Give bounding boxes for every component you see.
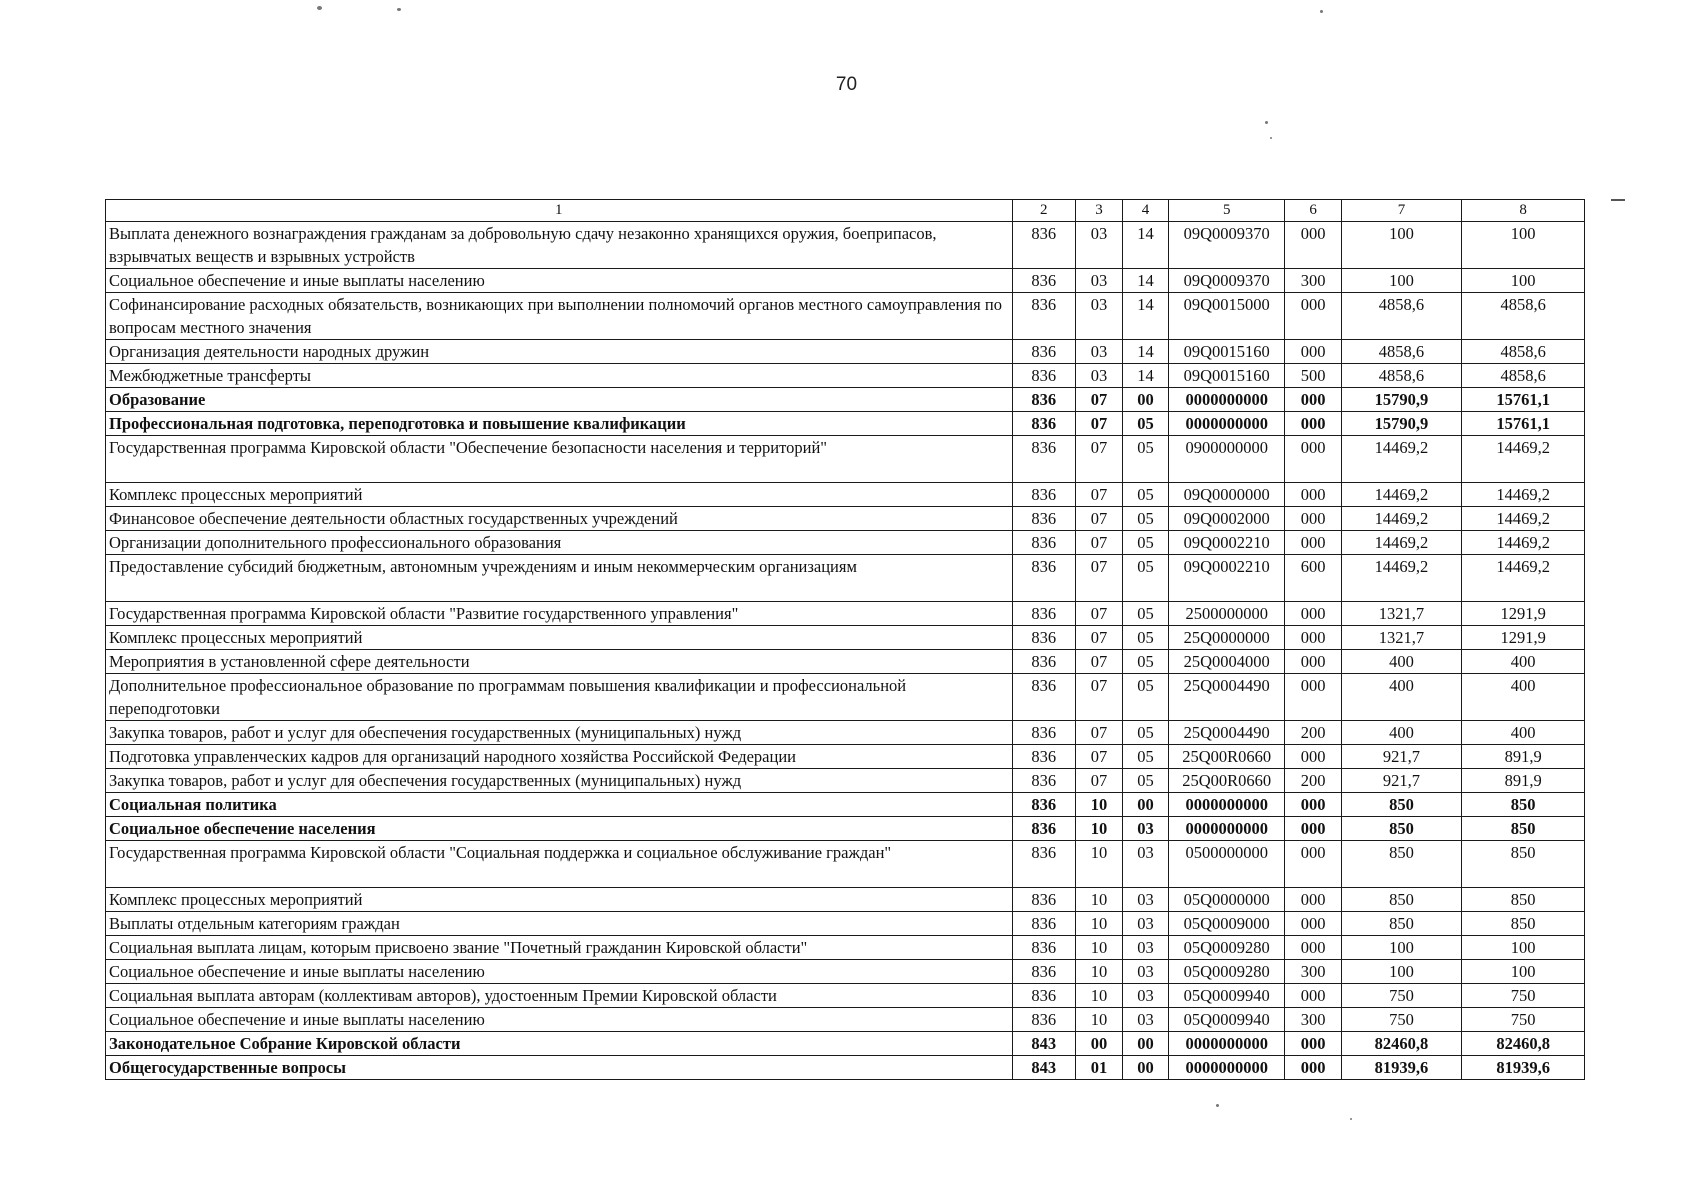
cell-c4: 03 (1122, 984, 1168, 1008)
cell-c4: 05 (1122, 507, 1168, 531)
cell-c2: 836 (1012, 650, 1075, 674)
cell-c3: 03 (1075, 293, 1122, 340)
cell-c7: 750 (1341, 1008, 1462, 1032)
cell-c4: 03 (1122, 912, 1168, 936)
cell-c4: 05 (1122, 650, 1168, 674)
cell-c6: 000 (1285, 340, 1341, 364)
row-name-cell: Комплекс процессных мероприятий (106, 483, 1013, 507)
cell-c8: 14469,2 (1462, 483, 1585, 507)
cell-c8: 4858,6 (1462, 340, 1585, 364)
table-row (106, 340, 1585, 364)
table-row (106, 388, 1585, 412)
cell-c4: 05 (1122, 412, 1168, 436)
cell-c7: 850 (1341, 841, 1462, 888)
cell-c2: 843 (1012, 1032, 1075, 1056)
cell-c4: 14 (1122, 340, 1168, 364)
table-row (106, 793, 1585, 817)
header-col-1: 1 (106, 200, 1013, 222)
cell-c6: 000 (1285, 507, 1341, 531)
cell-c5: 09Q0000000 (1168, 483, 1285, 507)
cell-c5: 0000000000 (1168, 412, 1285, 436)
row-name-cell: Финансовое обеспечение деятельности областных государственных учреждений (106, 507, 1013, 531)
cell-c6: 000 (1285, 293, 1341, 340)
table-row (106, 769, 1585, 793)
cell-c8: 4858,6 (1462, 293, 1585, 340)
cell-c5: 05Q0000000 (1168, 888, 1285, 912)
cell-c2: 836 (1012, 222, 1075, 269)
cell-c4: 05 (1122, 745, 1168, 769)
scan-speck (317, 6, 322, 10)
cell-c7: 100 (1341, 222, 1462, 269)
cell-c2: 843 (1012, 1056, 1075, 1080)
table-row (106, 269, 1585, 293)
row-name-cell: Государственная программа Кировской области "Социальная поддержка и социальное обслуживание граждан" (106, 841, 1013, 888)
header-col-7: 7 (1341, 200, 1462, 222)
row-name-cell: Социальная выплата авторам (коллективам авторов), удостоенным Премии Кировской области (106, 984, 1013, 1008)
cell-c4: 05 (1122, 674, 1168, 721)
table-row (106, 412, 1585, 436)
row-name-cell: Организация деятельности народных дружин (106, 340, 1013, 364)
cell-c6: 000 (1285, 912, 1341, 936)
cell-c8: 400 (1462, 674, 1585, 721)
cell-c7: 4858,6 (1341, 364, 1462, 388)
cell-c8: 750 (1462, 984, 1585, 1008)
cell-c2: 836 (1012, 507, 1075, 531)
scan-speck (1270, 137, 1272, 139)
row-name-cell: Закупка товаров, работ и услуг для обеспечения государственных (муниципальных) нужд (106, 721, 1013, 745)
header-col-4: 4 (1122, 200, 1168, 222)
table-row (106, 1008, 1585, 1032)
table-row (106, 364, 1585, 388)
cell-c8: 850 (1462, 888, 1585, 912)
row-name-cell: Межбюджетные трансферты (106, 364, 1013, 388)
cell-c7: 400 (1341, 721, 1462, 745)
cell-c8: 15761,1 (1462, 388, 1585, 412)
cell-c4: 03 (1122, 936, 1168, 960)
cell-c8: 850 (1462, 912, 1585, 936)
cell-c5: 05Q0009280 (1168, 960, 1285, 984)
cell-c3: 07 (1075, 388, 1122, 412)
cell-c3: 07 (1075, 483, 1122, 507)
cell-c2: 836 (1012, 388, 1075, 412)
cell-c3: 03 (1075, 340, 1122, 364)
cell-c2: 836 (1012, 960, 1075, 984)
cell-c2: 836 (1012, 293, 1075, 340)
row-name-cell: Предоставление субсидий бюджетным, автономным учреждениям и иным некоммерческим организациям (106, 555, 1013, 602)
cell-c8: 14469,2 (1462, 436, 1585, 483)
cell-c3: 03 (1075, 222, 1122, 269)
cell-c8: 1291,9 (1462, 602, 1585, 626)
cell-c6: 000 (1285, 888, 1341, 912)
cell-c3: 07 (1075, 745, 1122, 769)
cell-c5: 05Q0009000 (1168, 912, 1285, 936)
cell-c8: 14469,2 (1462, 555, 1585, 602)
scan-speck (1350, 1118, 1352, 1120)
cell-c6: 200 (1285, 769, 1341, 793)
cell-c4: 00 (1122, 1032, 1168, 1056)
row-name-cell: Профессиональная подготовка, переподготовка и повышение квалификации (106, 412, 1013, 436)
cell-c7: 4858,6 (1341, 293, 1462, 340)
cell-c6: 000 (1285, 936, 1341, 960)
cell-c3: 07 (1075, 531, 1122, 555)
cell-c4: 03 (1122, 960, 1168, 984)
cell-c8: 750 (1462, 1008, 1585, 1032)
budget-table (105, 199, 1585, 1080)
cell-c4: 14 (1122, 269, 1168, 293)
cell-c2: 836 (1012, 531, 1075, 555)
cell-c2: 836 (1012, 269, 1075, 293)
cell-c8: 850 (1462, 841, 1585, 888)
table-row (106, 1032, 1585, 1056)
header-col-3: 3 (1075, 200, 1122, 222)
row-name-cell: Социальная политика (106, 793, 1013, 817)
row-name-cell: Социальная выплата лицам, которым присвоено звание "Почетный гражданин Кировской области" (106, 936, 1013, 960)
cell-c4: 00 (1122, 793, 1168, 817)
cell-c2: 836 (1012, 436, 1075, 483)
cell-c5: 0500000000 (1168, 841, 1285, 888)
cell-c2: 836 (1012, 745, 1075, 769)
cell-c7: 400 (1341, 650, 1462, 674)
cell-c7: 81939,6 (1341, 1056, 1462, 1080)
cell-c4: 05 (1122, 721, 1168, 745)
cell-c6: 000 (1285, 841, 1341, 888)
table-row (106, 436, 1585, 483)
cell-c6: 000 (1285, 412, 1341, 436)
table-row (106, 483, 1585, 507)
cell-c8: 15761,1 (1462, 412, 1585, 436)
row-name-cell: Образование (106, 388, 1013, 412)
cell-c5: 25Q0004490 (1168, 674, 1285, 721)
cell-c2: 836 (1012, 555, 1075, 602)
cell-c4: 00 (1122, 388, 1168, 412)
cell-c8: 100 (1462, 960, 1585, 984)
cell-c4: 05 (1122, 602, 1168, 626)
cell-c2: 836 (1012, 340, 1075, 364)
cell-c5: 0000000000 (1168, 1056, 1285, 1080)
cell-c3: 10 (1075, 984, 1122, 1008)
table-row (106, 721, 1585, 745)
cell-c5: 09Q0015000 (1168, 293, 1285, 340)
row-name-cell: Социальное обеспечение и иные выплаты населению (106, 1008, 1013, 1032)
row-name-cell: Общегосударственные вопросы (106, 1056, 1013, 1080)
cell-c8: 1291,9 (1462, 626, 1585, 650)
cell-c5: 25Q00R0660 (1168, 745, 1285, 769)
cell-c2: 836 (1012, 674, 1075, 721)
cell-c3: 07 (1075, 721, 1122, 745)
cell-c6: 000 (1285, 817, 1341, 841)
cell-c2: 836 (1012, 936, 1075, 960)
cell-c5: 09Q0009370 (1168, 222, 1285, 269)
cell-c8: 891,9 (1462, 745, 1585, 769)
cell-c6: 300 (1285, 269, 1341, 293)
cell-c8: 100 (1462, 936, 1585, 960)
cell-c8: 14469,2 (1462, 507, 1585, 531)
cell-c2: 836 (1012, 483, 1075, 507)
cell-c7: 14469,2 (1341, 507, 1462, 531)
cell-c7: 14469,2 (1341, 436, 1462, 483)
table-row (106, 507, 1585, 531)
cell-c5: 25Q00R0660 (1168, 769, 1285, 793)
cell-c7: 14469,2 (1341, 483, 1462, 507)
cell-c8: 100 (1462, 222, 1585, 269)
table-row (106, 222, 1585, 269)
cell-c4: 14 (1122, 222, 1168, 269)
cell-c2: 836 (1012, 817, 1075, 841)
row-name-cell: Мероприятия в установленной сфере деятельности (106, 650, 1013, 674)
cell-c8: 891,9 (1462, 769, 1585, 793)
cell-c7: 850 (1341, 793, 1462, 817)
cell-c4: 00 (1122, 1056, 1168, 1080)
cell-c6: 600 (1285, 555, 1341, 602)
row-name-cell: Социальное обеспечение и иные выплаты населению (106, 960, 1013, 984)
cell-c3: 10 (1075, 841, 1122, 888)
table-row (106, 841, 1585, 888)
cell-c8: 850 (1462, 817, 1585, 841)
cell-c7: 850 (1341, 817, 1462, 841)
cell-c4: 05 (1122, 769, 1168, 793)
cell-c5: 05Q0009940 (1168, 1008, 1285, 1032)
cell-c4: 03 (1122, 888, 1168, 912)
cell-c3: 07 (1075, 650, 1122, 674)
cell-c6: 500 (1285, 364, 1341, 388)
row-name-cell: Дополнительное профессиональное образование по программам повышения квалификации и профессиональной переподготовки (106, 674, 1013, 721)
table-row (106, 626, 1585, 650)
table-row (106, 817, 1585, 841)
cell-c2: 836 (1012, 984, 1075, 1008)
row-name-cell: Государственная программа Кировской области "Развитие государственного управления" (106, 602, 1013, 626)
scan-speck (397, 8, 401, 11)
cell-c3: 07 (1075, 626, 1122, 650)
cell-c7: 921,7 (1341, 769, 1462, 793)
cell-c7: 1321,7 (1341, 602, 1462, 626)
cell-c5: 0000000000 (1168, 817, 1285, 841)
cell-c2: 836 (1012, 1008, 1075, 1032)
cell-c3: 10 (1075, 1008, 1122, 1032)
cell-c8: 400 (1462, 721, 1585, 745)
header-col-2: 2 (1012, 200, 1075, 222)
cell-c2: 836 (1012, 602, 1075, 626)
cell-c8: 81939,6 (1462, 1056, 1585, 1080)
cell-c5: 25Q0004000 (1168, 650, 1285, 674)
cell-c2: 836 (1012, 841, 1075, 888)
cell-c2: 836 (1012, 769, 1075, 793)
cell-c3: 10 (1075, 888, 1122, 912)
table-row (106, 960, 1585, 984)
table-row (106, 936, 1585, 960)
table-row (106, 650, 1585, 674)
cell-c4: 03 (1122, 1008, 1168, 1032)
cell-c7: 1321,7 (1341, 626, 1462, 650)
table-body (106, 222, 1585, 1080)
cell-c3: 10 (1075, 793, 1122, 817)
cell-c7: 100 (1341, 960, 1462, 984)
cell-c6: 000 (1285, 745, 1341, 769)
cell-c8: 4858,6 (1462, 364, 1585, 388)
table-row (106, 674, 1585, 721)
cell-c5: 05Q0009940 (1168, 984, 1285, 1008)
cell-c2: 836 (1012, 888, 1075, 912)
cell-c5: 09Q0002210 (1168, 555, 1285, 602)
cell-c8: 850 (1462, 793, 1585, 817)
row-name-cell: Софинансирование расходных обязательств, возникающих при выполнении полномочий органов местного самоуправления по вопросам местного значения (106, 293, 1013, 340)
cell-c3: 01 (1075, 1056, 1122, 1080)
cell-c8: 400 (1462, 650, 1585, 674)
cell-c3: 00 (1075, 1032, 1122, 1056)
cell-c7: 400 (1341, 674, 1462, 721)
cell-c5: 0000000000 (1168, 388, 1285, 412)
row-name-cell: Государственная программа Кировской области "Обеспечение безопасности населения и территорий" (106, 436, 1013, 483)
cell-c6: 000 (1285, 793, 1341, 817)
header-col-6: 6 (1285, 200, 1341, 222)
cell-c3: 07 (1075, 555, 1122, 602)
cell-c2: 836 (1012, 626, 1075, 650)
row-name-cell: Закупка товаров, работ и услуг для обеспечения государственных (муниципальных) нужд (106, 769, 1013, 793)
row-name-cell: Законодательное Собрание Кировской области (106, 1032, 1013, 1056)
cell-c5: 0000000000 (1168, 793, 1285, 817)
cell-c3: 10 (1075, 912, 1122, 936)
cell-c4: 05 (1122, 436, 1168, 483)
cell-c7: 15790,9 (1341, 412, 1462, 436)
cell-c7: 850 (1341, 888, 1462, 912)
cell-c5: 2500000000 (1168, 602, 1285, 626)
row-name-cell: Подготовка управленческих кадров для организаций народного хозяйства Российской Федерации (106, 745, 1013, 769)
row-name-cell: Организации дополнительного профессионального образования (106, 531, 1013, 555)
row-name-cell: Выплата денежного вознаграждения гражданам за добровольную сдачу незаконно хранящихся оружия, боеприпасов, взрывчатых веществ и взрывных устройств (106, 222, 1013, 269)
cell-c5: 25Q0004490 (1168, 721, 1285, 745)
budget-table-container (105, 199, 1585, 1080)
cell-c7: 15790,9 (1341, 388, 1462, 412)
cell-c6: 000 (1285, 388, 1341, 412)
cell-c5: 05Q0009280 (1168, 936, 1285, 960)
cell-c4: 05 (1122, 483, 1168, 507)
cell-c3: 10 (1075, 817, 1122, 841)
cell-c6: 000 (1285, 602, 1341, 626)
cell-c3: 07 (1075, 602, 1122, 626)
cell-c3: 07 (1075, 412, 1122, 436)
cell-c8: 100 (1462, 269, 1585, 293)
cell-c2: 836 (1012, 793, 1075, 817)
cell-c8: 82460,8 (1462, 1032, 1585, 1056)
table-row (106, 602, 1585, 626)
cell-c3: 10 (1075, 960, 1122, 984)
cell-c5: 09Q0002210 (1168, 531, 1285, 555)
cell-c2: 836 (1012, 412, 1075, 436)
cell-c7: 4858,6 (1341, 340, 1462, 364)
table-row (106, 1056, 1585, 1080)
cell-c6: 000 (1285, 984, 1341, 1008)
cell-c5: 09Q0015160 (1168, 364, 1285, 388)
cell-c5: 25Q0000000 (1168, 626, 1285, 650)
scan-speck (1320, 10, 1323, 13)
cell-c5: 0900000000 (1168, 436, 1285, 483)
cell-c4: 05 (1122, 555, 1168, 602)
cell-c5: 09Q0009370 (1168, 269, 1285, 293)
table-row (106, 555, 1585, 602)
header-col-5: 5 (1168, 200, 1285, 222)
cell-c4: 14 (1122, 364, 1168, 388)
header-col-8: 8 (1462, 200, 1585, 222)
cell-c6: 000 (1285, 222, 1341, 269)
cell-c6: 200 (1285, 721, 1341, 745)
cell-c8: 14469,2 (1462, 531, 1585, 555)
cell-c6: 000 (1285, 1032, 1341, 1056)
cell-c7: 14469,2 (1341, 531, 1462, 555)
cell-c7: 850 (1341, 912, 1462, 936)
header-row (106, 200, 1585, 222)
cell-c3: 07 (1075, 507, 1122, 531)
cell-c5: 0000000000 (1168, 1032, 1285, 1056)
table-row (106, 531, 1585, 555)
cell-c4: 03 (1122, 817, 1168, 841)
cell-c7: 100 (1341, 269, 1462, 293)
cell-c3: 07 (1075, 674, 1122, 721)
cell-c5: 09Q0002000 (1168, 507, 1285, 531)
cell-c6: 000 (1285, 650, 1341, 674)
cell-c4: 14 (1122, 293, 1168, 340)
table-row (106, 984, 1585, 1008)
cell-c7: 750 (1341, 984, 1462, 1008)
cell-c3: 07 (1075, 436, 1122, 483)
cell-c2: 836 (1012, 912, 1075, 936)
cell-c7: 921,7 (1341, 745, 1462, 769)
cell-c3: 03 (1075, 269, 1122, 293)
cell-c5: 09Q0015160 (1168, 340, 1285, 364)
table-row (106, 745, 1585, 769)
row-name-cell: Социальное обеспечение населения (106, 817, 1013, 841)
cell-c3: 03 (1075, 364, 1122, 388)
cell-c2: 836 (1012, 364, 1075, 388)
row-name-cell: Социальное обеспечение и иные выплаты населению (106, 269, 1013, 293)
cell-c7: 14469,2 (1341, 555, 1462, 602)
table-row (106, 888, 1585, 912)
scan-speck (1216, 1104, 1219, 1107)
page-number: 70 (835, 74, 858, 95)
cell-c3: 10 (1075, 936, 1122, 960)
cell-c6: 000 (1285, 674, 1341, 721)
cell-c6: 000 (1285, 531, 1341, 555)
cell-c6: 000 (1285, 483, 1341, 507)
cell-c7: 100 (1341, 936, 1462, 960)
cell-c4: 05 (1122, 626, 1168, 650)
cell-c6: 000 (1285, 436, 1341, 483)
table-row (106, 293, 1585, 340)
cell-c2: 836 (1012, 721, 1075, 745)
cell-c4: 05 (1122, 531, 1168, 555)
scan-edge-mark (1611, 199, 1625, 201)
cell-c6: 300 (1285, 960, 1341, 984)
cell-c6: 300 (1285, 1008, 1341, 1032)
row-name-cell: Комплекс процессных мероприятий (106, 888, 1013, 912)
cell-c7: 82460,8 (1341, 1032, 1462, 1056)
cell-c6: 000 (1285, 1056, 1341, 1080)
cell-c4: 03 (1122, 841, 1168, 888)
table-row (106, 912, 1585, 936)
scan-speck (1265, 121, 1268, 124)
row-name-cell: Выплаты отдельным категориям граждан (106, 912, 1013, 936)
row-name-cell: Комплекс процессных мероприятий (106, 626, 1013, 650)
cell-c3: 07 (1075, 769, 1122, 793)
cell-c6: 000 (1285, 626, 1341, 650)
